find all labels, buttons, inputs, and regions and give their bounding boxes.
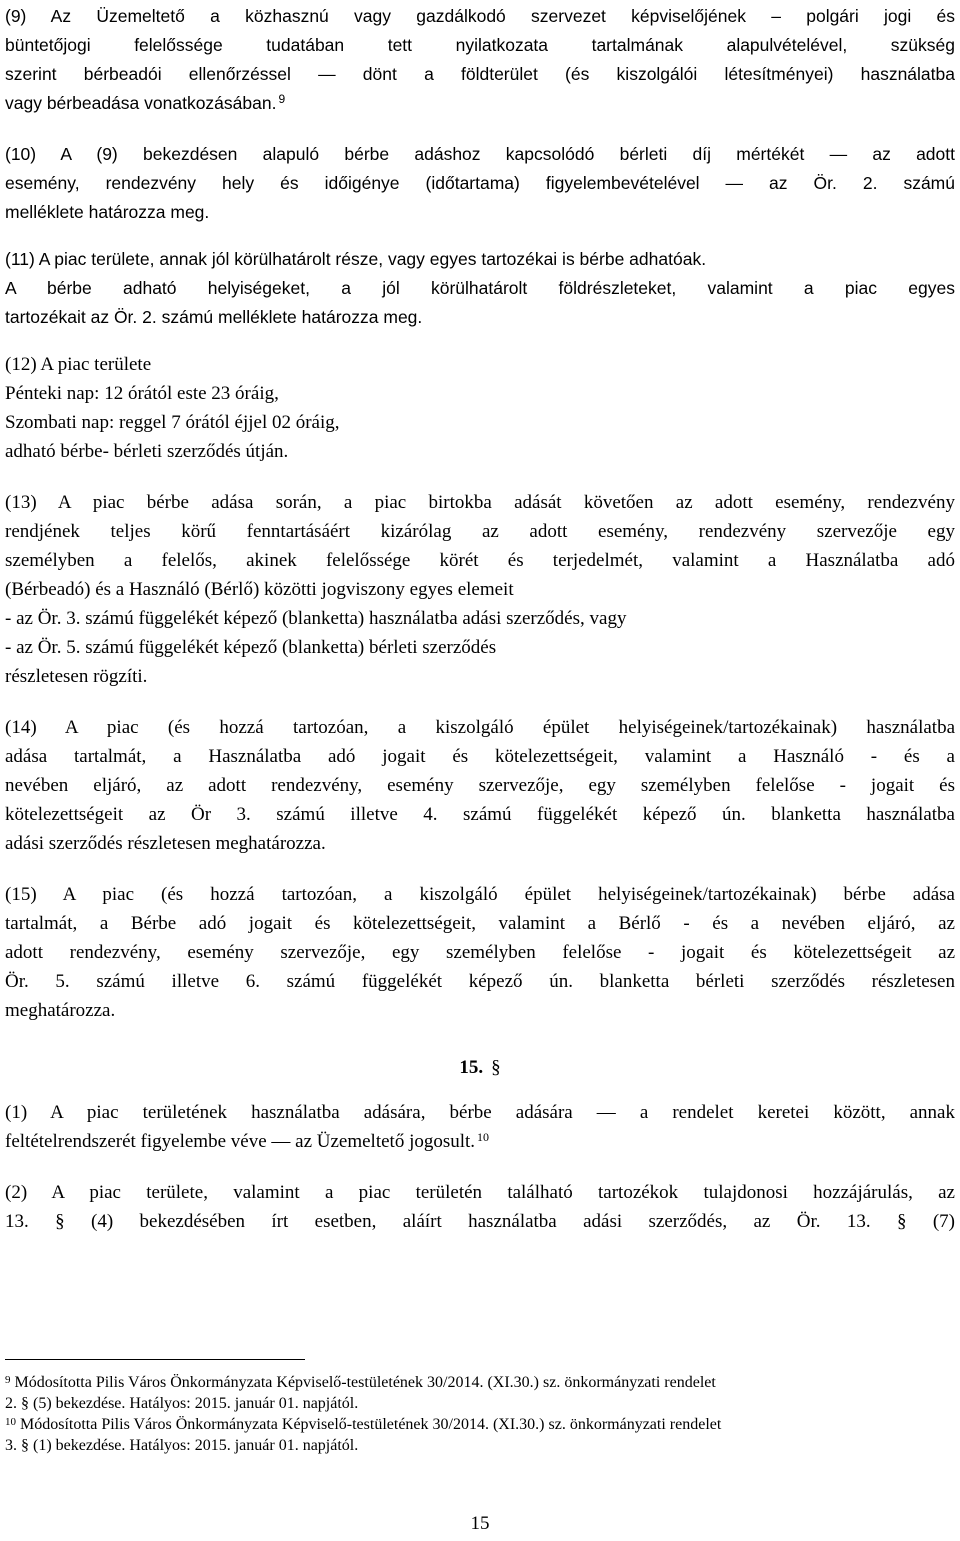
- page-body: [5, 2, 955, 1236]
- paragraph-line: részletesen rögzíti.: [5, 666, 148, 687]
- section-paragraph-2: [5, 1178, 955, 1236]
- paragraph-14: [5, 713, 955, 858]
- paragraph-line: büntetőjogi felelőssége tudatában tett nyilatkozata tartalmának alapulvételével, szükség: [5, 35, 955, 55]
- section-symbol: §: [491, 1057, 501, 1078]
- footnote-separator: [5, 1359, 305, 1360]
- footnote-number: 9: [5, 1374, 11, 1386]
- footnote-ref-10[interactable]: 10: [477, 1130, 490, 1144]
- paragraph-line: kötelezettségeit az Ör 3. számú illetve 4. számú függelékét képező ún. blanketta használatba: [5, 804, 955, 825]
- paragraph-line: (15) A piac (és hozzá tartozóan, a kiszolgáló épület helyiségeinek/tartozékainak) bérbe adása: [5, 884, 955, 905]
- paragraph-line: (13) A piac bérbe adása során, a piac birtokba adását követően az adott esemény, rendezvény: [5, 492, 955, 513]
- paragraph-line: (9) Az Üzemeltető a közhasznú vagy gazdálkodó szervezet képviselőjének – polgári jogi és: [5, 6, 955, 26]
- paragraph-line: (14) A piac (és hozzá tartozóan, a kiszolgáló épület helyiségeinek/tartozékainak) használatba: [5, 717, 955, 738]
- paragraph-line: esemény, rendezvény hely és időigénye (időtartama) figyelembevételével — az Ör. 2. számú: [5, 173, 955, 193]
- section-paragraph-1: [5, 1098, 955, 1156]
- paragraph-line: (2) A piac területe, valamint a piac területén található tartozékok tulajdonosi hozzájárulás, az: [5, 1182, 955, 1203]
- paragraph-line-last: [5, 89, 955, 118]
- footnote-number: 10: [5, 1416, 16, 1428]
- footnote-text: Módosította Pilis Város Önkormányzata Képviselő-testületének 30/2014. (XI.30.) sz. önkormányzati rendelet: [20, 1416, 722, 1433]
- paragraph-line: (1) A piac területének használatba adására, bérbe adására — a rendelet keretei között, annak: [5, 1102, 955, 1123]
- paragraph-line: adása tartalmát, a Használatba adó jogait és kötelezettségeit, valamint a Használó - és a: [5, 746, 955, 767]
- paragraph-line: szerint bérbeadói ellenőrzéssel — dönt a földterület (és kiszolgálói létesítményei) használatba: [5, 64, 955, 84]
- paragraph-line: (12) A piac területe: [5, 354, 152, 375]
- paragraph-line-text: vagy bérbeadása vonatkozásában.: [5, 93, 277, 113]
- paragraph-line: 13. § (4) bekezdésében írt esetben, aláírt használatba adási szerződés, az Ör. 13. § (7): [5, 1211, 955, 1232]
- paragraph-line: Pénteki nap: 12 órától este 23 óráig,: [5, 383, 279, 404]
- paragraph-9: [5, 2, 955, 118]
- paragraph-line: (10) A (9) bekezdésen alapuló bérbe adáshoz kapcsolódó bérleti díj mértékét — az adott: [5, 144, 955, 164]
- paragraph-line: (11) A piac területe, annak jól körülhatárolt része, vagy egyes tartozékai is bérbe adhatóak.: [5, 249, 707, 269]
- section-number: 15.: [459, 1057, 484, 1078]
- paragraph-line: Ör. 5. számú illetve 6. számú függelékét képező ún. blanketta bérleti szerződés részletesen: [5, 971, 955, 992]
- paragraph-line-last: [5, 1127, 955, 1156]
- footnote-text: Módosította Pilis Város Önkormányzata Képviselő-testületének 30/2014. (XI.30.) sz. önkormányzati rendelet: [14, 1374, 716, 1391]
- footnotes: [5, 1372, 955, 1456]
- paragraph-line-text: feltételrendszerét figyelembe véve — az Üzemeltető jogosult.: [5, 1131, 476, 1152]
- paragraph-line: személyben a felelős, akinek felelőssége körét és terjedelmét, valamint a Használatba adó: [5, 550, 955, 571]
- paragraph-line: A bérbe adható helyiségeket, a jól körülhatárolt földrészleteket, valamint a piac egyes: [5, 278, 955, 298]
- footnote-ref-9[interactable]: 9: [278, 92, 286, 106]
- paragraph-line: adási szerződés részletesen meghatározza.: [5, 833, 326, 854]
- footnote-10: [5, 1414, 955, 1435]
- paragraph-line: rendjének teljes körű fenntartásáért kizárólag az adott esemény, rendezvény szervezője egy: [5, 521, 955, 542]
- paragraph-10: [5, 140, 955, 227]
- footnote-text: 3. § (1) bekezdése. Hatályos: 2015. január 01. napjától.: [5, 1437, 359, 1454]
- footnote-9: [5, 1372, 955, 1393]
- paragraph-line: - az Ör. 5. számú függelékét képező (blanketta) bérleti szerződés: [5, 637, 497, 658]
- paragraph-line: (Bérbeadó) és a Használó (Bérlő) közötti jogviszony egyes elemeit: [5, 579, 514, 600]
- footnote-9-cont: [5, 1393, 955, 1414]
- paragraph-line: - az Ör. 3. számú függelékét képező (blanketta) használatba adási szerződés, vagy: [5, 608, 627, 629]
- paragraph-line: tartozékait az Ör. 2. számú melléklete határozza meg.: [5, 307, 423, 327]
- paragraph-line: meghatározza.: [5, 1000, 116, 1021]
- paragraph-line: nevében eljáró, az adott rendezvény, esemény szervezője, egy személyben felelőse - jogait és: [5, 775, 955, 796]
- paragraph-11: [5, 245, 955, 332]
- paragraph-12: [5, 350, 955, 466]
- paragraph-line: adott rendezvény, esemény szervezője, egy személyben felelőse - jogait és kötelezettségeit az: [5, 942, 955, 963]
- paragraph-line: adható bérbe- bérleti szerződés útján.: [5, 441, 289, 462]
- paragraph-line: melléklete határozza meg.: [5, 202, 210, 222]
- paragraph-15: [5, 880, 955, 1025]
- footnote-text: 2. § (5) bekezdése. Hatályos: 2015. január 01. napjától.: [5, 1395, 359, 1412]
- footnote-10-cont: [5, 1435, 955, 1456]
- paragraph-line: Szombati nap: reggel 7 órától éjjel 02 óráig,: [5, 412, 340, 433]
- page-number: 15: [470, 1513, 490, 1534]
- section-heading: [5, 1053, 955, 1082]
- paragraph-line: tartalmát, a Bérbe adó jogait és kötelezettségeit, valamint a Bérlő - és a nevében eljáró, az: [5, 913, 955, 934]
- paragraph-13: [5, 488, 955, 691]
